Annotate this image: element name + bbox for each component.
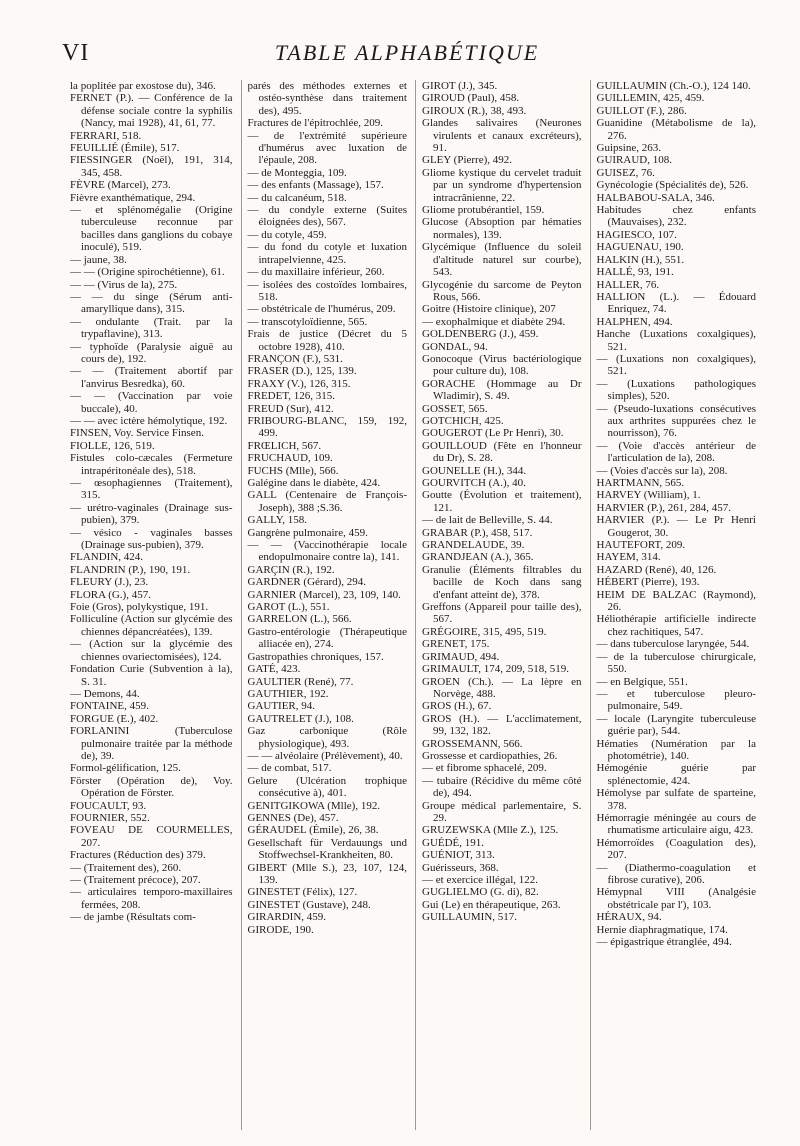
index-entry: — — (Origine spirochétienne), 61. xyxy=(70,266,225,279)
index-entry: GRIMAUD, 494. xyxy=(422,650,500,663)
index-entry: GUISEZ, 76. xyxy=(596,166,655,179)
index-entry: Hématies (Numération par la photométrie), 140. xyxy=(596,737,756,762)
index-entry: FUCHS (Mlle), 566. xyxy=(247,464,339,477)
index-entry: Gui (Le) en thérapeutique, 263. xyxy=(422,898,561,911)
index-entry: GAUTHIER, 192. xyxy=(247,687,329,700)
index-entry: FIESSINGER (Noël), 191, 314, 345, 458. xyxy=(70,154,233,179)
index-entry: FIOLLE, 126, 519. xyxy=(70,439,155,452)
index-entry: — du maxillaire inférieur, 260. xyxy=(247,266,385,279)
index-entry: GAUTRELET (J.), 108. xyxy=(247,712,354,725)
index-entry: FERNET (P.). — Conférence de la défense sociale contre la syphilis (Nancy, mai 1928), 41, 61, 77. xyxy=(70,92,233,130)
index-entry: HALBABOU-SALA, 346. xyxy=(596,191,715,204)
index-entry: FRAXY (V.), 126, 315. xyxy=(247,377,351,390)
index-entry: GOUNELLE (H.), 344. xyxy=(422,464,527,477)
index-entry: GORACHE (Hommage au Dr Wladimir), S. 49. xyxy=(422,377,582,403)
index-entry: — et tuberculose pleuro-pulmonaire, 549. xyxy=(596,687,756,713)
index-entry: — locale (Laryngite tuberculeuse guérie par), 544. xyxy=(596,712,756,738)
index-entry: Gastro-entérologie (Thérapeutique alliacée en), 274. xyxy=(247,625,407,651)
index-entry: GINESTET (Félix), 127. xyxy=(247,886,358,899)
index-entry: Gastropathies chroniques, 157. xyxy=(247,650,384,663)
index-entry: FÈVRE (Marcel), 273. xyxy=(70,179,171,192)
index-entry: GUILLEMIN, 425, 459. xyxy=(596,92,705,105)
index-entry: GROS (H.), 67. xyxy=(422,700,492,713)
index-entry: HAGUENAU, 190. xyxy=(596,241,684,254)
index-entry: GIRARDIN, 459. xyxy=(247,911,327,924)
index-entry: Guérisseurs, 368. xyxy=(422,861,499,874)
index-entry: HALLÉ, 93, 191. xyxy=(596,266,674,279)
index-entry: — du fond du cotyle et luxation intrapelvienne, 425. xyxy=(247,241,407,266)
index-entry: GAUTIER, 94. xyxy=(247,700,316,713)
index-entry: GOUILLOUD (Fête en l'honneur du Dr), S. 28. xyxy=(422,439,582,465)
index-entry: GALLY, 158. xyxy=(247,514,308,527)
index-entry: GOSSET, 565. xyxy=(422,402,488,415)
index-entry: FRASER (D.), 125, 139. xyxy=(247,365,357,378)
index-entry: — — (Virus de la), 275. xyxy=(70,278,178,291)
index-entry: FLANDRIN (P.), 190, 191. xyxy=(70,563,191,576)
index-entry: GUILLAUMIN (Ch.-O.), 124 140. xyxy=(596,80,751,92)
index-entry: GUIRAUD, 108. xyxy=(596,154,672,167)
index-entry: Foie (Gros), polykystique, 191. xyxy=(70,601,209,614)
index-entry: — — du singe (Sérum anti-amaryllique dans), 315. xyxy=(70,290,233,316)
index-entry: FORLANINI (Tuberculose pulmonaire traitée par la méthode de), 39. xyxy=(70,725,233,762)
index-entry: GROEN (Ch.). — La lèpre en Norvège, 488. xyxy=(422,675,582,700)
index-entry: HÉBERT (Pierre), 193. xyxy=(596,576,700,589)
index-entry: Glucose (Absoption par hématies normales), 139. xyxy=(422,216,582,241)
index-entry: GARÇIN (R.), 192. xyxy=(247,563,335,576)
index-entry: GUGLIELMO (G. di), 82. xyxy=(422,886,539,899)
page-number: VI xyxy=(62,40,90,66)
index-entry: — obstétricale de l'humérus, 209. xyxy=(247,303,396,316)
index-entry: Hernie diaphragmatique, 174. xyxy=(596,923,728,936)
index-columns xyxy=(66,80,756,1130)
index-entry: — dans tuberculose laryngée, 544. xyxy=(596,638,750,651)
index-entry: Groupe médical parlementaire, S. 29. xyxy=(422,799,582,824)
index-entry: — — (Vaccinothérapie locale endopulmonaire contre la), 141. xyxy=(247,539,407,564)
index-entry: Fièvre exanthématique, 294. xyxy=(70,191,196,204)
page-title: TABLE ALPHABÉTIQUE xyxy=(274,40,540,65)
index-entry: — (Traitement des), 260. xyxy=(70,861,182,874)
index-entry: — du condyle externe (Suites éloignées des), 567. xyxy=(247,204,407,229)
index-entry: GINESTET (Gustave), 248. xyxy=(247,898,371,911)
index-entry: Hémolyse par sulfate de sparteine, 378. xyxy=(596,787,756,812)
index-entry: — (Action sur la glycémie des chiennes ovariectomisées), 124. xyxy=(70,638,233,663)
index-entry: — (Luxations pathologiques simples), 520. xyxy=(596,377,756,403)
index-entry: Hémypnal VIII (Analgésie obstétricale par l'), 103. xyxy=(596,886,756,911)
index-entry: GARDNER (Gérard), 294. xyxy=(247,576,367,589)
index-entry: FRŒLICH, 567. xyxy=(247,439,322,452)
index-entry: GOURVITCH (A.), 40. xyxy=(422,477,526,489)
index-entry: FONTAINE, 459. xyxy=(70,700,149,713)
index-entry: — tubaire (Récidive du même côté de), 494. xyxy=(422,774,582,800)
index-entry: GARRELON (L.), 566. xyxy=(247,613,352,626)
index-entry: — — alvéolaire (Prélèvement), 40. xyxy=(247,749,403,762)
index-entry: GLEY (Pierre), 492. xyxy=(422,154,513,167)
index-entry: Habitudes chez enfants (Mauvaises), 232. xyxy=(596,204,756,229)
index-entry: la poplitée par exostose du), 346. xyxy=(70,80,216,92)
index-entry: FLANDIN, 424. xyxy=(70,551,144,564)
index-entry: HAUTEFORT, 209. xyxy=(596,539,686,552)
index-entry: — et exercice illégal, 122. xyxy=(422,874,539,886)
index-entry: GAROT (L.), 551. xyxy=(247,601,330,614)
index-entry: Formol-gélification, 125. xyxy=(70,762,181,775)
index-entry: — épigastrique étranglée, 494. xyxy=(596,936,732,949)
index-entry: Fondation Curie (Subvention à la), S. 31. xyxy=(70,663,233,688)
index-entry: Hémorroïdes (Coagulation des), 207. xyxy=(596,836,756,862)
index-entry: Goutte (Évolution et traitement), 121. xyxy=(422,489,582,514)
index-entry: Fractures (Réduction des) 379. xyxy=(70,849,206,862)
index-entry: FOURNIER, 552. xyxy=(70,811,150,824)
index-entry: HARTMANN, 565. xyxy=(596,477,685,489)
index-entry: Héliothérapie artificielle indirecte chez rachitiques, 547. xyxy=(596,613,756,638)
index-entry: Folliculine (Action sur glycémie des chiennes dépancréatées), 139. xyxy=(70,613,233,638)
index-entry: HALKIN (H.), 551. xyxy=(596,253,685,266)
index-entry: Frais de justice (Décret du 5 octobre 1928), 410. xyxy=(247,328,407,353)
index-entry: — du calcanéum, 518. xyxy=(247,191,347,204)
index-entry: FERRARI, 518. xyxy=(70,129,142,142)
index-entry: — (Luxations non coxalgiques), 521. xyxy=(596,352,756,378)
index-entry: FORGUE (E.), 402. xyxy=(70,712,159,725)
index-entry: HARVIER (P.), 261, 284, 457. xyxy=(596,501,731,514)
index-entry: FRIBOURG-BLANC, 159, 192, 499. xyxy=(247,414,407,440)
index-entry: FOVEAU DE COURMELLES, 207. xyxy=(70,824,233,849)
index-entry: FLORA (G.), 457. xyxy=(70,588,151,601)
index-entry: GUÉNIOT, 313. xyxy=(422,849,495,862)
index-entry: Gliome protubérantiel, 159. xyxy=(422,204,545,217)
index-column-4 xyxy=(590,80,757,1130)
index-entry: FINSEN, Voy. Service Finsen. xyxy=(70,427,204,440)
index-entry: Gesellschaft für Verdauungs und Stoffwechsel-Krankheiten, 80. xyxy=(247,836,407,862)
index-entry: GRABAR (P.), 458, 517. xyxy=(422,526,533,539)
index-entry: GIROT (J.), 345. xyxy=(422,80,498,92)
index-entry: GRIMAULT, 174, 209, 518, 519. xyxy=(422,663,569,676)
index-entry: GOTCHICH, 425. xyxy=(422,414,504,427)
index-entry: GARNIER (Marcel), 23, 109, 140. xyxy=(247,588,401,601)
index-entry: HARVEY (William), 1. xyxy=(596,489,701,502)
index-entry: — de combat, 517. xyxy=(247,762,332,775)
index-entry: GATÉ, 423. xyxy=(247,663,301,676)
index-entry: — (Voies d'accès sur la), 208. xyxy=(596,464,728,477)
index-entry: Fractures de l'épitrochlée, 209. xyxy=(247,117,383,130)
index-entry: Guanidine (Métabolisme de la), 276. xyxy=(596,117,756,142)
index-entry: Fistules colo-cæcales (Fermeture intrapéritonéale des), 518. xyxy=(70,452,233,477)
index-entry: — (Voie d'accès antérieur de l'articulation de la), 208. xyxy=(596,439,756,465)
index-entry: — et fibrome sphacelé, 209. xyxy=(422,762,547,775)
index-entry: GOUGEROT (Le Pr Henri), 30. xyxy=(422,427,564,440)
index-entry: GROS (H.). — L'acclimatement, 99, 132, 182. xyxy=(422,712,582,738)
index-entry: Goitre (Histoire clinique), 207 xyxy=(422,303,556,316)
index-entry: GRANDJEAN (A.), 365. xyxy=(422,551,534,564)
index-entry: — de jambe (Résultats com- xyxy=(70,911,196,924)
index-entry: Grossesse et cardiopathies, 26. xyxy=(422,749,558,762)
index-entry: GRANDELAUDE, 39. xyxy=(422,539,525,552)
index-entry: Gynécologie (Spécialités de), 526. xyxy=(596,179,749,192)
index-entry: FLEURY (J.), 23. xyxy=(70,576,149,589)
index-entry: GONDAL, 94. xyxy=(422,340,488,353)
index-entry: — isolées des costoïdes lombaires, 518. xyxy=(247,278,407,303)
index-entry: HARVIER (P.). — Le Pr Henri Gougerot, 30. xyxy=(596,514,756,539)
index-entry: Granulie (Éléments filtrables du bacille de Koch dans sang d'enfant atteint de), 378. xyxy=(422,563,582,601)
index-entry: FOUCAULT, 93. xyxy=(70,799,147,812)
index-entry: — Demons, 44. xyxy=(70,687,140,700)
index-entry: — (Traitement précoce), 207. xyxy=(70,874,201,886)
index-entry: Guipsine, 263. xyxy=(596,142,661,155)
index-entry: HALLION (L.). — Édouard Enriquez, 74. xyxy=(596,290,756,316)
index-entry: GRÉGOIRE, 315, 495, 519. xyxy=(422,625,547,638)
page-header xyxy=(62,40,752,76)
index-entry: — et splénomégalie (Origine tuberculeuse reconnue par bacilles dans ganglions du cobaye inoculé), 519. xyxy=(70,204,233,254)
index-entry: — ondulante (Trait. par la trypaflavine), 313. xyxy=(70,315,233,341)
index-entry: parés des méthodes externes et ostéo-synthèse dans traitement des), 495. xyxy=(247,80,407,117)
index-column-1 xyxy=(66,80,233,1130)
index-entry: FEUILLIÉ (Émile), 517. xyxy=(70,142,180,155)
index-entry: — (Diathermo-coagulation et fibrose curative), 206. xyxy=(596,861,756,886)
index-entry: — transcotyloïdienne, 565. xyxy=(247,315,368,328)
index-entry: Gaz carbonique (Rôle physiologique), 493. xyxy=(247,725,407,750)
index-entry: Galégine dans le diabète, 424. xyxy=(247,477,381,489)
index-entry: GRUZEWSKA (Mlle Z.), 125. xyxy=(422,824,559,837)
index-entry: — de l'extrémité supérieure d'humérus avec luxation de l'épaule, 208. xyxy=(247,129,407,167)
index-entry: — de Monteggia, 109. xyxy=(247,166,347,179)
index-entry: GIBERT (Mlle S.), 23, 107, 124, 139. xyxy=(247,861,407,886)
index-entry: HÉRAUX, 94. xyxy=(596,911,662,924)
index-entry: Gangrène pulmonaire, 459. xyxy=(247,526,368,539)
index-entry: GÉRAUDEL (Émile), 26, 38. xyxy=(247,824,379,837)
index-entry: — — (Traitement abortif par l'anvirus Besredka), 60. xyxy=(70,365,233,390)
index-entry: — exophalmique et diabète 294. xyxy=(422,315,566,328)
index-entry: HEIM DE BALZAC (Raymond), 26. xyxy=(596,588,756,614)
index-entry: — de la tuberculose chirurgicale, 550. xyxy=(596,650,756,676)
index-entry: GENITGIKOWA (Mlle), 192. xyxy=(247,799,381,812)
index-entry: HAYEM, 314. xyxy=(596,551,661,564)
index-entry: Gliome kystique du cervelet traduit par un syndrome d'hypertension intracrânienne, 22. xyxy=(422,166,582,204)
index-entry: FRUCHAUD, 109. xyxy=(247,452,333,465)
index-entry: GUILLOT (F.), 286. xyxy=(596,104,687,117)
index-entry: HALLER, 76. xyxy=(596,278,660,291)
index-entry: GIROUD (Paul), 458. xyxy=(422,92,520,105)
index-entry: GUILLAUMIN, 517. xyxy=(422,911,518,924)
index-entry: Glycogénie du sarcome de Peyton Rous, 566. xyxy=(422,278,582,303)
index-entry: Glandes salivaires (Neurones virulents et canaux excréteurs), 91. xyxy=(422,117,582,155)
index-entry: — du cotyle, 459. xyxy=(247,228,327,241)
index-entry: — urétro-vaginales (Drainage sus-pubien), 379. xyxy=(70,501,233,527)
index-entry: — — avec ictère hémolytique, 192. xyxy=(70,414,228,427)
index-entry: — articulaires temporo-maxillaires fermées, 208. xyxy=(70,886,233,911)
index-entry: GIRODE, 190. xyxy=(247,923,314,936)
index-entry: — — (Vaccination par voie buccale), 40. xyxy=(70,390,233,415)
index-entry: GROSSEMANN, 566. xyxy=(422,737,523,750)
index-entry: HAZARD (René), 40, 126. xyxy=(596,563,717,576)
index-entry: Gonocoque (Virus bactériologique pour culture du), 108. xyxy=(422,352,582,378)
index-entry: FRANÇON (F.), 531. xyxy=(247,352,343,365)
index-entry: GENNES (De), 457. xyxy=(247,811,339,824)
index-entry: Hémorragie méningée au cours de rhumatisme articulaire aigu, 423. xyxy=(596,811,756,837)
index-entry: GAULTIER (René), 77. xyxy=(247,675,354,688)
index-entry: Greffons (Appareil pour taille des), 567. xyxy=(422,601,582,626)
index-entry: — (Pseudo-luxations consécutives aux arthrites suppurées chez le nourrisson), 76. xyxy=(596,402,756,440)
index-entry: — typhoïde (Paralysie aiguë au cours de), 192. xyxy=(70,340,233,365)
index-entry: HALPHEN, 494. xyxy=(596,315,673,328)
index-entry: HAGIESCO, 107. xyxy=(596,228,677,241)
index-entry: Gelure (Ulcération trophique consécutive à), 401. xyxy=(247,774,407,800)
index-entry: Glycémique (Influence du soleil d'altitude naturel sur courbe), 543. xyxy=(422,241,582,279)
index-column-2 xyxy=(241,80,408,1130)
index-entry: — de lait de Belleville, S. 44. xyxy=(422,514,553,527)
index-entry: — en Belgique, 551. xyxy=(596,675,688,688)
index-entry: Hémogénie guérie par splénectomie, 424. xyxy=(596,762,756,787)
index-entry: FREUD (Sur), 412. xyxy=(247,402,334,415)
index-entry: Hanche (Luxations coxalgiques), 521. xyxy=(596,328,756,353)
index-entry: — jaune, 38. xyxy=(70,253,127,266)
index-entry: GOLDENBERG (J.), 459. xyxy=(422,328,539,341)
index-column-3 xyxy=(415,80,582,1130)
index-entry: GALL (Centenaire de François-Joseph), 388 ;S.36. xyxy=(247,489,407,514)
index-entry: Förster (Opération de), Voy. Opération de Förster. xyxy=(70,774,233,800)
index-entry: GIROUX (R.), 38, 493. xyxy=(422,104,527,117)
index-entry: — œsophagiennes (Traitement), 315. xyxy=(70,477,233,502)
index-entry: GRENET, 175. xyxy=(422,638,490,651)
index-entry: FREDET, 126, 315. xyxy=(247,390,335,403)
index-entry: GUÉDÉ, 191. xyxy=(422,836,485,849)
index-entry: — vésico - vaginales basses (Drainage sus-pubien), 379. xyxy=(70,526,233,552)
index-entry: — des enfants (Massage), 157. xyxy=(247,179,384,192)
